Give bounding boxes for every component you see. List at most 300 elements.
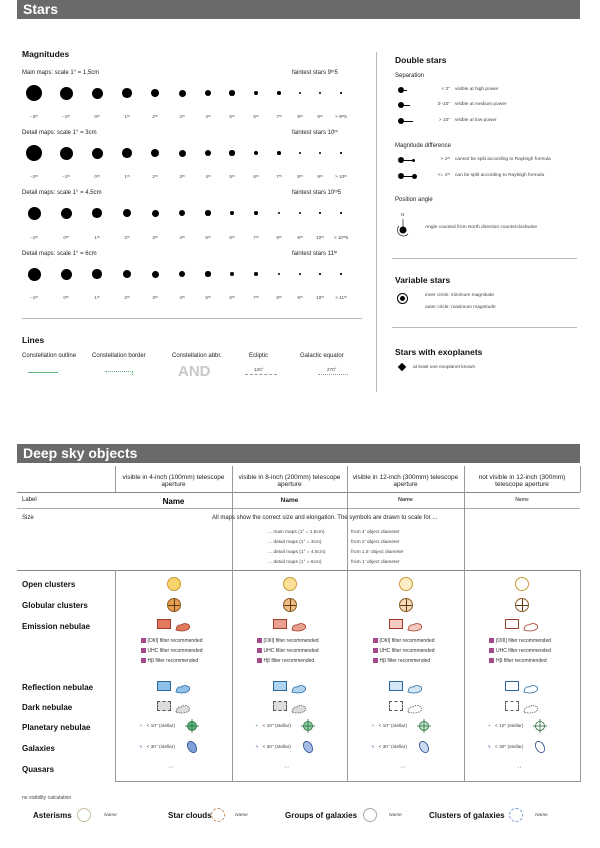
open-clusters-label: Open clusters: [22, 580, 76, 589]
planetary-stellar-icon: +: [139, 724, 143, 729]
magnitude-star-dot: [299, 152, 302, 155]
emission-nebulae-label: Emission nebulae: [22, 622, 91, 631]
separation-line: [404, 121, 413, 122]
label-sample: Name: [515, 497, 529, 503]
magnitude-tick: 5ᵐ: [205, 235, 211, 240]
magnitude-star-dot: [254, 91, 258, 95]
magnitude-star-dot: [28, 207, 41, 220]
separation-value: 2–10": [437, 102, 450, 107]
magnitude-tick: 9ᵐ: [297, 295, 303, 300]
filter-icon: [373, 648, 378, 653]
size-scale-diameter: from 4' object diameter: [351, 530, 400, 535]
dark-nebula-blob: [291, 701, 307, 711]
planetary-note: < 10" (stellar): [262, 724, 291, 729]
faintest-stars-label: faintest stars 10ᵐ5: [292, 190, 342, 196]
magnitude-star-dot: [229, 150, 234, 155]
no-visibility-item-symbol: [509, 808, 523, 822]
magnitude-tick: 2ᵐ: [152, 114, 158, 119]
visibility-column-header: not visible in 12-inch (300mm) telescope aperture: [478, 474, 566, 488]
magnitude-tick: 7ᵐ: [276, 114, 282, 119]
magnitude-star-dot: [319, 212, 320, 213]
dso-column-divider: [464, 466, 465, 782]
filter-icon: [489, 658, 494, 663]
filter-recommendation: [489, 638, 551, 644]
no-visibility-item-label: Star clouds: [168, 811, 212, 820]
size-row-text: All maps show the correct size and elongation. The symbols are drawn to scale for ...: [212, 515, 438, 521]
filter-recommendation: [141, 658, 199, 664]
no-visibility-item-name: Name: [235, 813, 248, 818]
planetary-nebulae-label: Planetary nebulae: [22, 723, 91, 732]
dark-nebula-blob: [175, 701, 191, 711]
magnitude-star-dot: [152, 210, 159, 217]
size-scale-item: ... detail maps (1° = 6cm): [268, 560, 322, 565]
magnitude-star-dot: [205, 271, 210, 276]
magnitude-star-dot: [179, 150, 186, 157]
magnitude-tick: 6ᵐ: [229, 295, 235, 300]
magdiff-line: [404, 160, 412, 161]
magnitude-star-dot: [340, 212, 341, 213]
magnitude-tick: 2ᵐ: [152, 174, 158, 179]
no-visibility-note: no visibility calculation: [22, 795, 72, 801]
emission-nebula-rect: [273, 619, 287, 629]
separation-text: visible at low power: [455, 118, 497, 123]
filter-text: [OIII] filter recommended: [147, 638, 203, 644]
variable-stars-heading: Variable stars: [395, 275, 451, 285]
north-marker: N: [401, 212, 405, 217]
variable-outer-text: outer circle: maximum magnitude: [425, 305, 496, 310]
magnitude-tick: 3ᵐ: [152, 235, 158, 240]
dark-nebula-rect: [157, 701, 171, 711]
magnitude-row-label: Detail maps: scale 1° = 6cm: [22, 251, 97, 257]
magnitude-tick: 4ᵐ: [205, 174, 211, 179]
magnitude-star-dot: [61, 208, 72, 219]
constellation-abbr-label: Constellation abbr.: [172, 353, 222, 359]
magnitude-star-dot: [230, 211, 234, 215]
magnitude-star-dot: [278, 273, 281, 276]
reflection-nebula-rect: [505, 681, 519, 691]
magnitude-tick: 4ᵐ: [179, 235, 185, 240]
magnitude-star-dot: [299, 273, 301, 275]
dark-nebula-rect: [505, 701, 519, 711]
dso-size-divider: [17, 570, 580, 571]
exoplanets-heading: Stars with exoplanets: [395, 347, 483, 357]
filter-recommendation: [489, 648, 551, 654]
filter-icon: [141, 658, 146, 663]
magnitude-star-dot: [230, 272, 234, 276]
magnitude-tick: > 10ᵐ5: [333, 235, 349, 240]
faintest-stars-label: faintest stars 11ᵐ: [292, 251, 338, 257]
magnitude-star-dot: [61, 269, 72, 280]
filter-icon: [257, 648, 262, 653]
dark-nebulae-label: Dark nebulae: [22, 703, 73, 712]
galaxy-stellar-icon: ϟ: [488, 745, 491, 750]
constellation-abbr-sample: AND: [178, 363, 211, 380]
constellation-outline-label: Constellation outline: [22, 353, 77, 359]
dso-column-divider: [115, 466, 116, 492]
filter-text: [OIII] filter recommended: [263, 638, 319, 644]
magnitudes-heading: Magnitudes: [22, 49, 70, 59]
label-sample: Name: [162, 497, 185, 506]
magnitude-tick: 1ᵐ: [124, 174, 130, 179]
magnitude-tick: > 11ᵐ: [335, 295, 347, 300]
galaxy-stellar-icon: ϟ: [139, 745, 143, 750]
magnitude-tick: 1ᵐ: [124, 114, 130, 119]
dso-column-divider: [347, 466, 348, 782]
magnitude-tick: 5ᵐ: [205, 295, 211, 300]
planetary-note: < 10" (stellar): [378, 724, 407, 729]
magnitude-star-dot: [92, 269, 102, 279]
magdiff-text: can be split according to Rayleigh formula: [455, 173, 545, 178]
exoplanet-icon: [398, 363, 406, 371]
magnitude-star-dot: [122, 148, 132, 158]
magnitude-tick: > 10ᵐ: [335, 174, 347, 179]
magnitude-star-dot: [92, 88, 103, 99]
separation-text: visible at medium power: [455, 102, 507, 107]
emission-nebula-rect: [505, 619, 519, 629]
magnitude-star-dot: [229, 90, 234, 95]
emission-nebula-blob: [175, 619, 191, 629]
dso-column-divider: [232, 466, 233, 782]
quasar-symbol: ··: [168, 764, 174, 771]
galaxy-symbol: [534, 740, 546, 754]
reflection-nebulae-label: Reflection nebulae: [22, 683, 94, 692]
no-visibility-item-name: Name: [535, 813, 548, 818]
reflection-nebula-rect: [157, 681, 171, 691]
emission-nebula-rect: [157, 619, 171, 629]
magdiff-line: [404, 176, 412, 177]
label-sample: Name: [280, 497, 299, 504]
magnitude-star-dot: [152, 271, 159, 278]
magnitude-star-dot: [278, 212, 281, 215]
globular-cluster-symbol: [167, 598, 181, 612]
faintest-stars-label: faintest stars 9ᵐ5: [292, 70, 338, 76]
magnitude-tick: 3ᵐ: [179, 114, 185, 119]
constellation-border-line: [105, 371, 133, 375]
planetary-note: < 10" (stellar): [146, 724, 175, 729]
double-star-secondary: [412, 159, 415, 162]
size-scale-diameter: from 2' object diameter: [351, 540, 400, 545]
magnitude-star-dot: [92, 148, 103, 159]
quasar-symbol: ··: [284, 764, 290, 771]
quasar-symbol: ··: [517, 764, 522, 771]
open-cluster-symbol: [399, 577, 413, 591]
magnitude-row-label: Detail maps: scale 1° = 3cm: [22, 130, 97, 136]
magnitude-star-dot: [319, 152, 321, 154]
planetary-nebula-symbol: [301, 719, 315, 733]
dso-section-title: Deep sky objects: [17, 444, 580, 463]
planetary-nebula-symbol: [185, 719, 199, 733]
magnitude-star-dot: [299, 212, 301, 214]
separation-heading: Separation: [395, 73, 425, 79]
magnitude-tick: −1ᵐ: [62, 174, 70, 179]
filter-icon: [489, 638, 494, 643]
dso-header-divider: [17, 492, 580, 493]
filter-icon: [373, 658, 378, 663]
emission-nebula-rect: [389, 619, 403, 629]
open-cluster-symbol: [283, 577, 297, 591]
visibility-column-header: visible in 12-inch (300mm) telescope aperture: [352, 474, 459, 488]
magnitude-tick: 2ᵐ: [124, 235, 130, 240]
size-scale-item: ... detail maps (1° = 3cm): [268, 540, 322, 545]
open-cluster-symbol: [167, 577, 181, 591]
planetary-stellar-icon: +: [255, 724, 259, 729]
separation-line: [404, 105, 410, 106]
magnitude-tick: 5ᵐ: [229, 174, 235, 179]
magnitude-tick: −1ᵐ: [30, 235, 38, 240]
magnitude-tick: 7ᵐ: [253, 295, 259, 300]
galaxy-note: < 30" (stellar): [495, 745, 524, 750]
size-scale-item: ... detail maps (1° = 4,5cm): [268, 550, 326, 555]
magnitude-star-dot: [254, 151, 258, 155]
position-angle-text: Angle counted from North direction counterclockwise: [425, 225, 537, 230]
magnitude-star-dot: [122, 88, 132, 98]
magnitude-star-dot: [151, 89, 159, 97]
magnitude-difference-heading: Magnitude difference: [395, 143, 451, 149]
magnitude-tick: 9ᵐ: [297, 235, 303, 240]
magnitude-star-dot: [26, 85, 42, 101]
filter-text: [OIII] filter recommended: [496, 638, 552, 644]
filter-text: Hβ filter recommended: [263, 658, 315, 664]
magnitude-tick: 2ᵐ: [124, 295, 130, 300]
double-stars-heading: Double stars: [395, 55, 447, 65]
magnitude-tick: 1ᵐ: [94, 295, 100, 300]
galactic-tick: 270°: [327, 367, 337, 372]
magnitude-star-dot: [179, 271, 185, 277]
filter-recommendation: [141, 638, 203, 644]
magnitude-tick: 0ᵐ: [94, 174, 100, 179]
planetary-stellar-icon: +: [371, 724, 375, 729]
magnitude-tick: 0ᵐ: [63, 295, 69, 300]
double-star-secondary: [412, 174, 417, 179]
dark-nebula-rect: [389, 701, 403, 711]
magnitude-star-dot: [205, 150, 211, 156]
galaxies-label: Galaxies: [22, 744, 55, 753]
faintest-stars-label: faintest stars 10ᵐ: [292, 130, 338, 136]
label-row-title: Label: [22, 497, 37, 503]
magnitude-tick: 0ᵐ: [94, 114, 100, 119]
magnitude-tick: 4ᵐ: [205, 114, 211, 119]
magnitude-tick: 5ᵐ: [229, 114, 235, 119]
globular-cluster-symbol: [399, 598, 413, 612]
emission-nebula-blob: [523, 619, 539, 629]
reflection-nebula-blob: [523, 681, 539, 691]
magnitude-star-dot: [254, 272, 258, 276]
constellation-outline-line: [28, 372, 58, 373]
magnitude-tick: 10ᵐ: [316, 295, 324, 300]
dso-column-divider: [580, 466, 581, 492]
constellation-border-label: Constellation border: [92, 353, 146, 359]
magnitude-tick: 9ᵐ: [317, 174, 323, 179]
magnitude-tick: 6ᵐ: [229, 235, 235, 240]
separation-text: visible at high power: [455, 87, 499, 92]
magnitude-star-dot: [299, 92, 302, 95]
dso-label-divider: [17, 508, 580, 509]
magnitude-tick: 8ᵐ: [297, 114, 303, 119]
stars-section-title: Stars: [17, 0, 580, 19]
magnitude-star-dot: [319, 273, 320, 274]
ecliptic-line: [245, 374, 277, 375]
magnitude-star-dot: [340, 273, 341, 274]
dark-nebula-blob: [407, 701, 423, 711]
magnitude-star-dot: [277, 91, 281, 95]
filter-recommendation: [373, 648, 435, 654]
exoplanet-text: at least one exoplanet known: [413, 365, 476, 370]
magnitude-tick: 6ᵐ: [253, 174, 259, 179]
magnitude-star-dot: [340, 152, 341, 153]
magnitude-tick: 8ᵐ: [297, 174, 303, 179]
separation-value: > 10": [438, 118, 450, 123]
dso-column-divider: [580, 570, 581, 782]
separation-line: [404, 90, 407, 91]
filter-text: UHC filter recommended: [147, 648, 203, 654]
magnitude-star-dot: [28, 268, 41, 281]
filter-recommendation: [257, 648, 319, 654]
planetary-note: < 10" (stellar): [495, 724, 524, 729]
no-visibility-item-name: Name: [389, 813, 402, 818]
magdiff-value: <= 1ᵐ: [437, 173, 450, 178]
galaxy-note: < 30" (stellar): [378, 745, 407, 750]
separation-value: < 2": [441, 87, 450, 92]
filter-recommendation: [257, 658, 315, 664]
visibility-column-header: visible in 4-inch (100mm) telescope aperture: [122, 474, 225, 488]
galactic-equator-line: [318, 374, 348, 375]
no-visibility-item-label: Groups of galaxies: [285, 811, 358, 820]
magnitude-row-label: Main maps: scale 1° = 1,5cm: [22, 70, 100, 76]
filter-recommendation: [373, 638, 435, 644]
no-visibility-item-label: Asterisms: [33, 811, 72, 820]
magnitude-tick: 1ᵐ: [94, 235, 100, 240]
magnitude-row-label: Detail maps: scale 1° = 4,5cm: [22, 190, 102, 196]
filter-icon: [489, 648, 494, 653]
filter-icon: [141, 648, 146, 653]
galaxy-note: < 30" (stellar): [146, 745, 175, 750]
size-row-title: Size: [22, 515, 34, 521]
magnitude-tick: 10ᵐ: [316, 235, 324, 240]
magnitude-tick: 0ᵐ: [63, 235, 69, 240]
magnitude-star-dot: [205, 210, 210, 215]
magnitude-star-dot: [205, 90, 211, 96]
variable-inner-text: inner circle: minimum magnitude: [425, 293, 495, 298]
galaxy-note: < 30" (stellar): [262, 745, 291, 750]
filter-text: UHC filter recommended: [263, 648, 319, 654]
galaxy-symbol: [418, 740, 430, 754]
magnitude-tick: −2ᵐ: [30, 114, 38, 119]
magnitude-tick: 8ᵐ: [276, 295, 282, 300]
magnitude-star-dot: [340, 92, 341, 93]
filter-recommendation: [489, 658, 547, 664]
filter-recommendation: [373, 658, 431, 664]
magdiff-value: > 1ᵐ: [440, 157, 450, 162]
size-scale-item: ... main maps (1° = 1,5cm): [268, 530, 325, 535]
quasar-symbol: ··: [400, 764, 406, 771]
magnitude-tick: 8ᵐ: [276, 235, 282, 240]
magnitude-tick: 3ᵐ: [179, 174, 185, 179]
magnitude-tick: 7ᵐ: [253, 235, 259, 240]
size-scale-diameter: from 1' object diameter: [351, 560, 400, 565]
filter-recommendation: [141, 648, 203, 654]
label-sample: Name: [398, 497, 413, 503]
position-angle-icon: [396, 218, 416, 238]
no-visibility-item-label: Clusters of galaxies: [429, 811, 505, 820]
emission-nebula-blob: [407, 619, 423, 629]
magnitude-tick: 7ᵐ: [276, 174, 282, 179]
magnitude-tick: 6ᵐ: [253, 114, 259, 119]
ecliptic-label: Ecliptic: [249, 353, 269, 359]
dso-column-divider: [115, 570, 116, 782]
magnitude-tick: 3ᵐ: [152, 295, 158, 300]
planetary-nebula-symbol: [417, 719, 431, 733]
galaxy-symbol: [186, 740, 198, 754]
globular-cluster-symbol: [283, 598, 297, 612]
galaxy-stellar-icon: ϟ: [255, 745, 259, 750]
size-scale-diameter: from 1,5' object diameter: [351, 550, 404, 555]
magnitude-tick: −2ᵐ: [30, 174, 38, 179]
quasars-label: Quasars: [22, 765, 55, 774]
globular-cluster-symbol: [515, 598, 529, 612]
galaxy-symbol: [302, 740, 314, 754]
magnitude-tick: > 9ᵐ5: [335, 114, 347, 119]
planetary-nebula-symbol: [533, 719, 547, 733]
magnitude-star-dot: [123, 209, 131, 217]
filter-text: Hβ filter recommended: [379, 658, 431, 664]
no-visibility-item-name: Name: [104, 813, 117, 818]
reflection-nebula-blob: [407, 681, 423, 691]
open-cluster-symbol: [515, 577, 529, 591]
magnitude-tick: −1ᵐ: [30, 295, 38, 300]
filter-text: Hβ filter recommended: [496, 658, 547, 664]
visibility-column-header: visible in 8-inch (200mm) telescope aperture: [238, 474, 341, 488]
magnitude-tick: 9ᵐ: [317, 114, 323, 119]
galaxy-stellar-icon: ϟ: [371, 745, 375, 750]
dark-nebula-blob: [523, 701, 539, 711]
planetary-stellar-icon: +: [488, 724, 491, 729]
reflection-nebula-rect: [273, 681, 287, 691]
filter-text: UHC filter recommended: [496, 648, 552, 654]
filter-icon: [373, 638, 378, 643]
filter-icon: [141, 638, 146, 643]
filter-icon: [257, 658, 262, 663]
magnitude-star-dot: [123, 270, 131, 278]
no-visibility-item-symbol: [363, 808, 377, 822]
magnitude-star-dot: [92, 208, 102, 218]
magnitude-star-dot: [151, 149, 159, 157]
filter-text: [OIII] filter recommended: [379, 638, 435, 644]
dark-nebula-rect: [273, 701, 287, 711]
magdiff-text: cannot be split according to Rayleigh formula: [455, 157, 551, 162]
magnitude-star-dot: [319, 92, 321, 94]
magnitude-star-dot: [254, 211, 258, 215]
position-angle-heading: Position angle: [395, 197, 433, 203]
galactic-equator-label: Galactic equator: [300, 353, 344, 359]
magnitude-tick: −1ᵐ: [62, 114, 70, 119]
magnitude-star-dot: [179, 90, 186, 97]
magnitude-star-dot: [60, 87, 73, 100]
filter-text: UHC filter recommended: [379, 648, 435, 654]
magnitude-tick: 4ᵐ: [179, 295, 185, 300]
globular-clusters-label: Globular clusters: [22, 601, 88, 610]
dso-bottom-divider: [115, 781, 580, 782]
magnitude-star-dot: [26, 145, 42, 161]
reflection-nebula-rect: [389, 681, 403, 691]
filter-icon: [257, 638, 262, 643]
ecliptic-tick: 120°: [254, 367, 264, 372]
filter-text: Hβ filter recommended: [147, 658, 199, 664]
magnitude-star-dot: [277, 151, 281, 155]
magnitude-star-dot: [179, 210, 185, 216]
variable-star-inner-dot: [400, 296, 405, 301]
reflection-nebula-blob: [291, 681, 307, 691]
no-visibility-item-symbol: [211, 808, 225, 822]
